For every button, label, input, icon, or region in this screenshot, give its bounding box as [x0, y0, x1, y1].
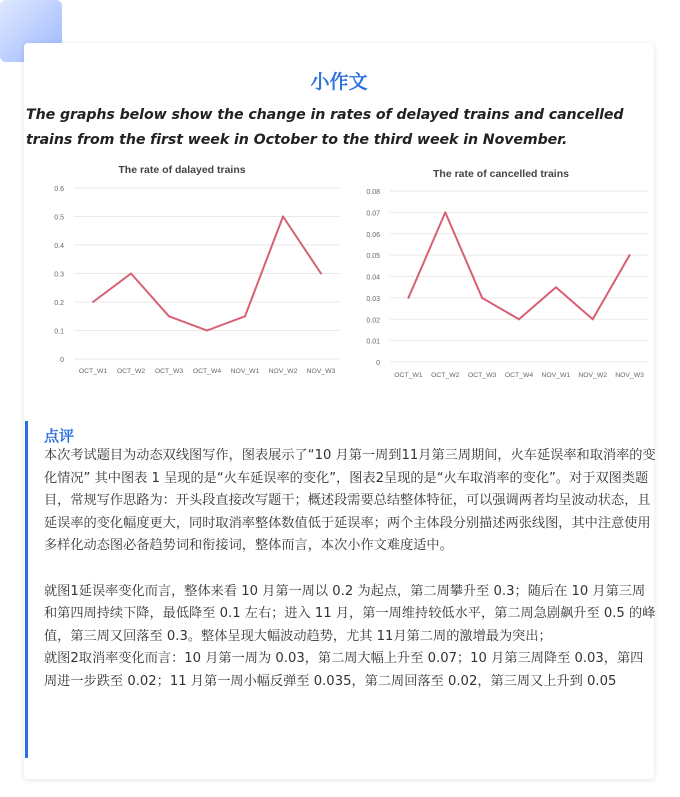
- y-tick-label: 0.05: [366, 253, 380, 261]
- x-tick-label: OCT_W2: [431, 372, 460, 379]
- y-tick-label: 0.01: [366, 338, 380, 346]
- x-tick-label: OCT_W3: [467, 372, 497, 379]
- chart-title: The rate of cancelled trains: [433, 168, 569, 180]
- y-tick-label: 0.1: [54, 328, 64, 336]
- chart-title: The rate of dalayed trains: [118, 164, 246, 176]
- data-point: [518, 318, 520, 320]
- data-point: [481, 297, 483, 299]
- y-tick-label: 0.08: [366, 189, 380, 196]
- delayed-trains-chart: [28, 157, 344, 379]
- essay-card: [24, 43, 654, 779]
- y-tick-label: 0.04: [366, 274, 380, 282]
- chart-svg: [28, 157, 344, 379]
- data-point: [407, 297, 409, 299]
- cancelled-trains-chart: [348, 161, 654, 383]
- y-tick-label: 0: [376, 360, 380, 367]
- x-tick-label: NOV_W2: [268, 368, 298, 375]
- y-tick-label: 0: [60, 357, 64, 364]
- x-tick-label: OCT_W4: [192, 368, 222, 375]
- comment-section: [25, 421, 654, 758]
- x-tick-label: NOV_W2: [578, 372, 608, 379]
- data-point: [592, 318, 594, 320]
- y-tick-label: 0.5: [54, 214, 64, 222]
- data-point: [629, 254, 631, 256]
- comment-body: [44, 445, 656, 694]
- y-tick-label: 0.2: [54, 300, 64, 307]
- data-point: [244, 315, 246, 317]
- x-tick-label: OCT_W4: [504, 372, 534, 379]
- comment-title: 点评: [44, 427, 75, 445]
- y-tick-label: 0.07: [366, 210, 380, 218]
- data-point: [168, 315, 170, 317]
- y-tick-label: 0.02: [366, 317, 380, 325]
- paragraph-gap: [44, 558, 656, 581]
- data-point: [130, 273, 132, 275]
- comment-paragraph: 就图1延误率变化而言，整体来看 10 月第一周以 0.2 为起点，第二周攀升至 0.3；随后在 10 月第三周和第四周持续下降，最低降至 0.1 左右；进入 11 月，第一周维持较低水平，第二周急剧飙升至 0.5 的峰值，第三周又回落至 0.3。整体呈现大幅波动趋势，尤其 11月第二周的激增最为突出；: [44, 583, 656, 644]
- x-tick-label: NOV_W1: [230, 368, 260, 375]
- data-point: [444, 211, 446, 213]
- data-point: [555, 286, 557, 288]
- comment-paragraph: 本次考试题目为动态双线图写作，图表展示了“10 月第一周到11月第三周期间，火车延误率和取消率的变化情况” 其中图表 1 呈现的是“火车延误率的变化”，图表2呈现的是“火车取消率的变化”。对于双图类题目，常规写作思路为：开头段直接改写题干；概述段需要总结整体特征，可以强调两者均呈波动状态，且延误率的变化幅度更大，同时取消率整体数值低于延误率；两个主体段分别描述两张线图，其中注意使用多样化动态图必备趋势词和衔接词，整体而言，本次小作文难度适中。: [44, 448, 656, 554]
- x-tick-label: OCT_W3: [154, 368, 184, 375]
- x-tick-label: OCT_W1: [78, 368, 108, 375]
- data-point: [92, 301, 94, 303]
- y-tick-label: 0.3: [54, 271, 64, 279]
- data-point: [206, 330, 208, 332]
- x-tick-label: OCT_W1: [394, 372, 423, 379]
- series-line: [408, 212, 629, 319]
- x-tick-label: NOV_W3: [306, 368, 336, 375]
- task-prompt: The graphs below show the change in rates of delayed trains and cancelled trains from the first week in October to the third week in November.: [26, 107, 624, 148]
- x-tick-label: OCT_W2: [116, 368, 146, 375]
- x-tick-label: NOV_W1: [541, 372, 571, 379]
- data-point: [282, 216, 284, 218]
- x-tick-label: NOV_W3: [615, 372, 644, 379]
- y-tick-label: 0.03: [366, 295, 380, 303]
- page-title: 小作文: [310, 71, 368, 93]
- y-tick-label: 0.4: [54, 243, 64, 250]
- y-tick-label: 0.6: [54, 186, 64, 193]
- y-tick-label: 0.06: [366, 231, 380, 239]
- comment-paragraph: 就图2取消率变化而言：10 月第一周为 0.03，第二周大幅上升至 0.07；10 月第三周降至 0.03，第四周进一步跌至 0.02；11 月第一周小幅反弹至 0.035，第二周回落至 0.02，第三周又上升到 0.05: [44, 651, 644, 689]
- data-point: [320, 273, 322, 275]
- chart-svg: [348, 161, 654, 383]
